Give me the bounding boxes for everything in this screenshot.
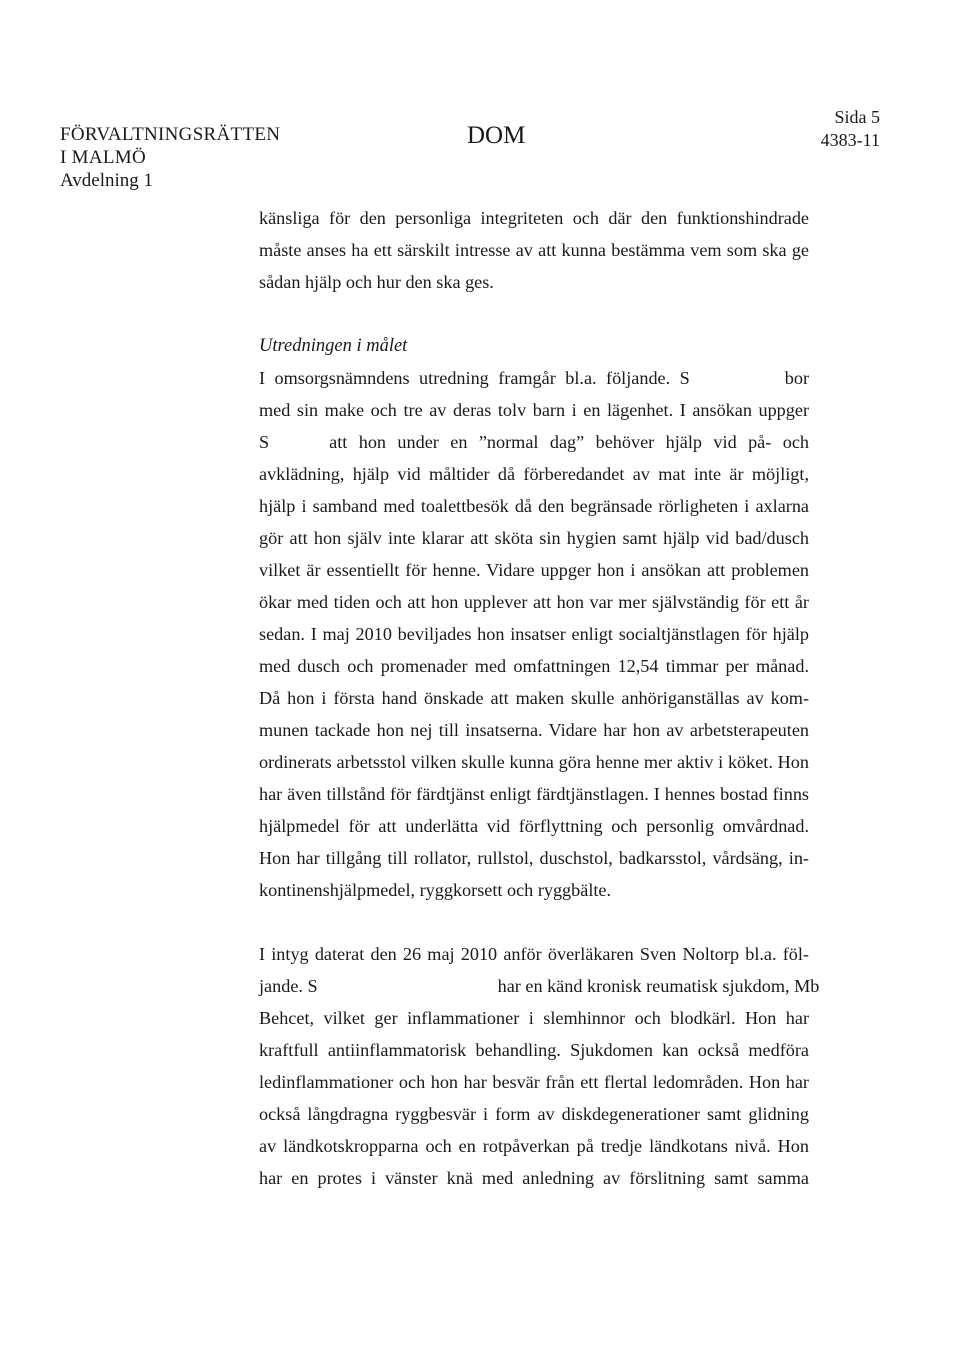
text-line: har en protes i vänster knä med anledning av förslitning samt samma xyxy=(259,1168,809,1188)
text-segment: bor xyxy=(784,368,809,388)
text-line: ledinflammationer och hon har besvär från ett flertal ledområden. Hon har xyxy=(259,1072,809,1092)
text-segment: S xyxy=(259,432,270,452)
text-line: av ländkotskropparna och en rotpåverkan på tredje ländkotans nivå. Hon xyxy=(259,1136,809,1156)
text-line: hjälp i samband med toalettbesök då den begränsade rörligheten i axlarna xyxy=(259,496,809,516)
text-line: gör att hon själv inte klarar att sköta sin hygien samt hjälp vid bad/dusch xyxy=(259,528,809,548)
text-line: kraftfull antiinflammatorisk behandling. Sjukdomen kan också medföra xyxy=(259,1040,809,1060)
text-line: med dusch och promenader med omfattningen 12,54 timmar per månad. xyxy=(259,656,809,676)
text-line: Behcet, vilket ger inflammationer i slemhinnor och blodkärl. Hon har xyxy=(259,1008,809,1028)
document-type: DOM xyxy=(467,122,526,149)
text-line: måste anses ha ett särskilt intresse av att kunna bestämma vem som ska ge xyxy=(259,240,809,260)
section-heading: Utredningen i målet xyxy=(259,336,408,356)
text-segment: att hon under en ”normal dag” behöver hjälp vid på- och xyxy=(329,432,809,452)
text-line: Hon har tillgång till rollator, rullstol, duschstol, badkarsstol, vårdsäng, in- xyxy=(259,848,809,868)
text-segment: har en känd kronisk reumatisk sjukdom, Mb xyxy=(497,976,820,996)
text-line: med sin make och tre av deras tolv barn i en lägenhet. I ansökan uppger xyxy=(259,400,809,420)
text-line: hjälpmedel för att underlätta vid förflyttning och personlig omvårdnad. xyxy=(259,816,809,836)
court-name: FÖRVALTNINGSRÄTTEN xyxy=(60,124,281,145)
text-segment: I omsorgsnämndens utredning framgår bl.a. följande. S xyxy=(259,368,690,388)
text-line: har även tillstånd för färdtjänst enligt färdtjänstlagen. I hennes bostad finns xyxy=(259,784,809,804)
text-line: Då hon i första hand önskade att maken skulle anhöriganställas av kom- xyxy=(259,688,809,708)
text-line: avklädning, hjälp vid måltider då förberedandet av mat inte är möjligt, xyxy=(259,464,809,484)
text-line: I intyg daterat den 26 maj 2010 anför överläkaren Sven Noltorp bl.a. föl- xyxy=(259,944,809,964)
page-number: Sida 5 xyxy=(834,107,880,127)
text-line: ordinerats arbetsstol vilken skulle kunna göra henne mer aktiv i köket. Hon xyxy=(259,752,809,772)
text-line: sådan hjälp och hur den ska ges. xyxy=(259,272,494,292)
text-line: sedan. I maj 2010 beviljades hon insatser enligt socialtjänstlagen för hjälp xyxy=(259,624,809,644)
text-line xyxy=(259,431,809,453)
division: Avdelning 1 xyxy=(60,170,154,191)
text-line: också långdragna ryggbesvär i form av diskdegenerationer samt glidning xyxy=(259,1104,809,1124)
text-line xyxy=(259,367,809,389)
text-line: kontinenshjälpmedel, ryggkorsett och ryggbälte. xyxy=(259,880,612,900)
text-line: munen tackade hon nej till insatserna. Vidare har hon av arbetsterapeuten xyxy=(259,720,809,740)
text-line: ökar med tiden och att hon upplever att hon var mer självständig för ett år xyxy=(259,592,809,612)
text-line: vilket är essentiellt för henne. Vidare uppger hon i ansökan att problemen xyxy=(259,560,809,580)
text-segment: jande. S xyxy=(259,976,318,996)
case-number: 4383-11 xyxy=(820,130,880,150)
text-line: känsliga för den personliga integriteten och där den funktionshindrade xyxy=(259,208,809,228)
court-city: I MALMÖ xyxy=(60,147,147,168)
text-line xyxy=(259,975,820,997)
